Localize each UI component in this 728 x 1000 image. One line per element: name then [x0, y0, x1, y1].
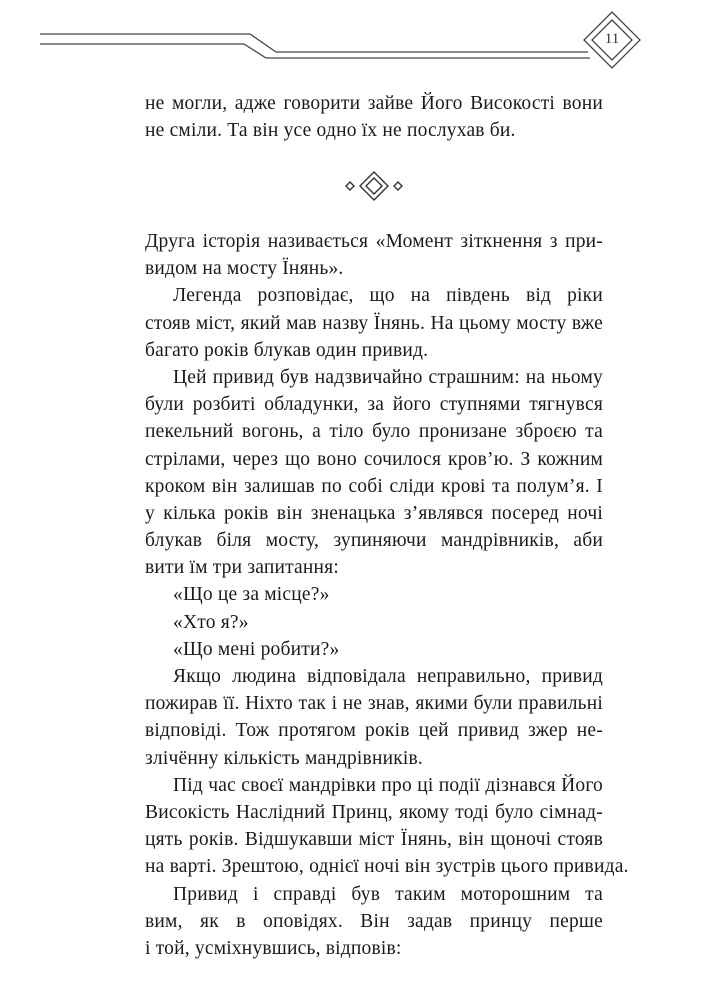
divider-right-diamond — [394, 182, 402, 190]
text-line: стрілами, через що воно сочилося кров’ю. З кожним — [145, 448, 603, 470]
text-line: Легенда розповідає, що на південь від ріки — [173, 285, 603, 307]
section-divider-ornament — [344, 168, 404, 204]
text-line: у кілька років він зненацька з’являвся посеред ночі — [145, 502, 603, 524]
text-line: пекельний вогонь, а тіло було пронизане зброєю та — [145, 421, 603, 443]
text-line: Під час своєї мандрівки про ці події дізнався Його — [173, 774, 603, 796]
text-line: Високість Наслідний Принц, якому тоді було сімнад- — [145, 801, 603, 823]
header-rule-slant-upper — [250, 34, 276, 52]
text-line: Якщо людина відповідала неправильно, привид — [173, 666, 603, 687]
paragraph — [145, 881, 603, 963]
text-line: і той, усміхнувшись, відповів: — [145, 937, 402, 959]
paragraph — [145, 609, 603, 636]
text-line: на варті. Зрештою, однієї ночі він зустрів цього привида. — [145, 856, 629, 878]
text-line: Привид і справді був таким моторошним та — [173, 883, 603, 905]
paragraph — [145, 364, 603, 582]
text-line: Друга історія називається «Момент зіткнення з при- — [145, 231, 603, 252]
divider-left-diamond — [346, 182, 354, 190]
divider-center-outer-diamond — [360, 172, 388, 200]
text-line: видом на мосту Їнянь». — [145, 258, 344, 280]
text-line: вити їм три запитання: — [145, 557, 339, 579]
paragraph — [145, 663, 603, 772]
text-line: «Хто я?» — [173, 611, 249, 633]
page-number: 11 — [604, 31, 620, 47]
text-line: не сміли. Та він усе одно їх не послухав би. — [145, 120, 516, 142]
text-line: цять років. Відшукавши міст Їнянь, він щоночі стояв — [145, 829, 603, 851]
text-line: «Що це за місце?» — [173, 584, 330, 606]
divider-center-inner-diamond — [366, 178, 382, 194]
text-line: вим, як в оповідях. Він задав принцу перше — [145, 910, 603, 932]
text-top — [145, 90, 603, 144]
paragraph — [145, 282, 603, 364]
paragraph — [145, 636, 603, 663]
text-line: кроком він залишав по собі сліди крові та полум’я. І — [145, 475, 603, 497]
header-rule-slant-lower — [244, 44, 266, 58]
text-line: «Що мені робити?» — [173, 638, 340, 660]
text-line: відповіді. Тож протягом років цей привид зжер не- — [145, 720, 603, 742]
text-line: не могли, адже говорити зайве Його Високості вони — [145, 93, 603, 114]
text-line: багато років блукав один привид. — [145, 339, 429, 361]
paragraph — [145, 581, 603, 608]
text-line: стояв міст, який мав назву Їнянь. На цьому мосту вже — [145, 312, 603, 334]
text-line: Цей привид був надзвичайно страшним: на ньому — [173, 366, 603, 388]
text-line: злічённу кількість мандрівників. — [145, 747, 424, 769]
text-line: пожирав її. Ніхто так і не знав, якими були правильні — [145, 693, 603, 715]
text-line: були розбиті обладунки, за його ступнями тягнувся — [145, 394, 603, 416]
text-main — [145, 228, 629, 962]
text-line: блукав біля мосту, зупиняючи мандрівників, аби — [145, 530, 603, 552]
paragraph — [145, 772, 629, 881]
paragraph — [145, 228, 603, 282]
